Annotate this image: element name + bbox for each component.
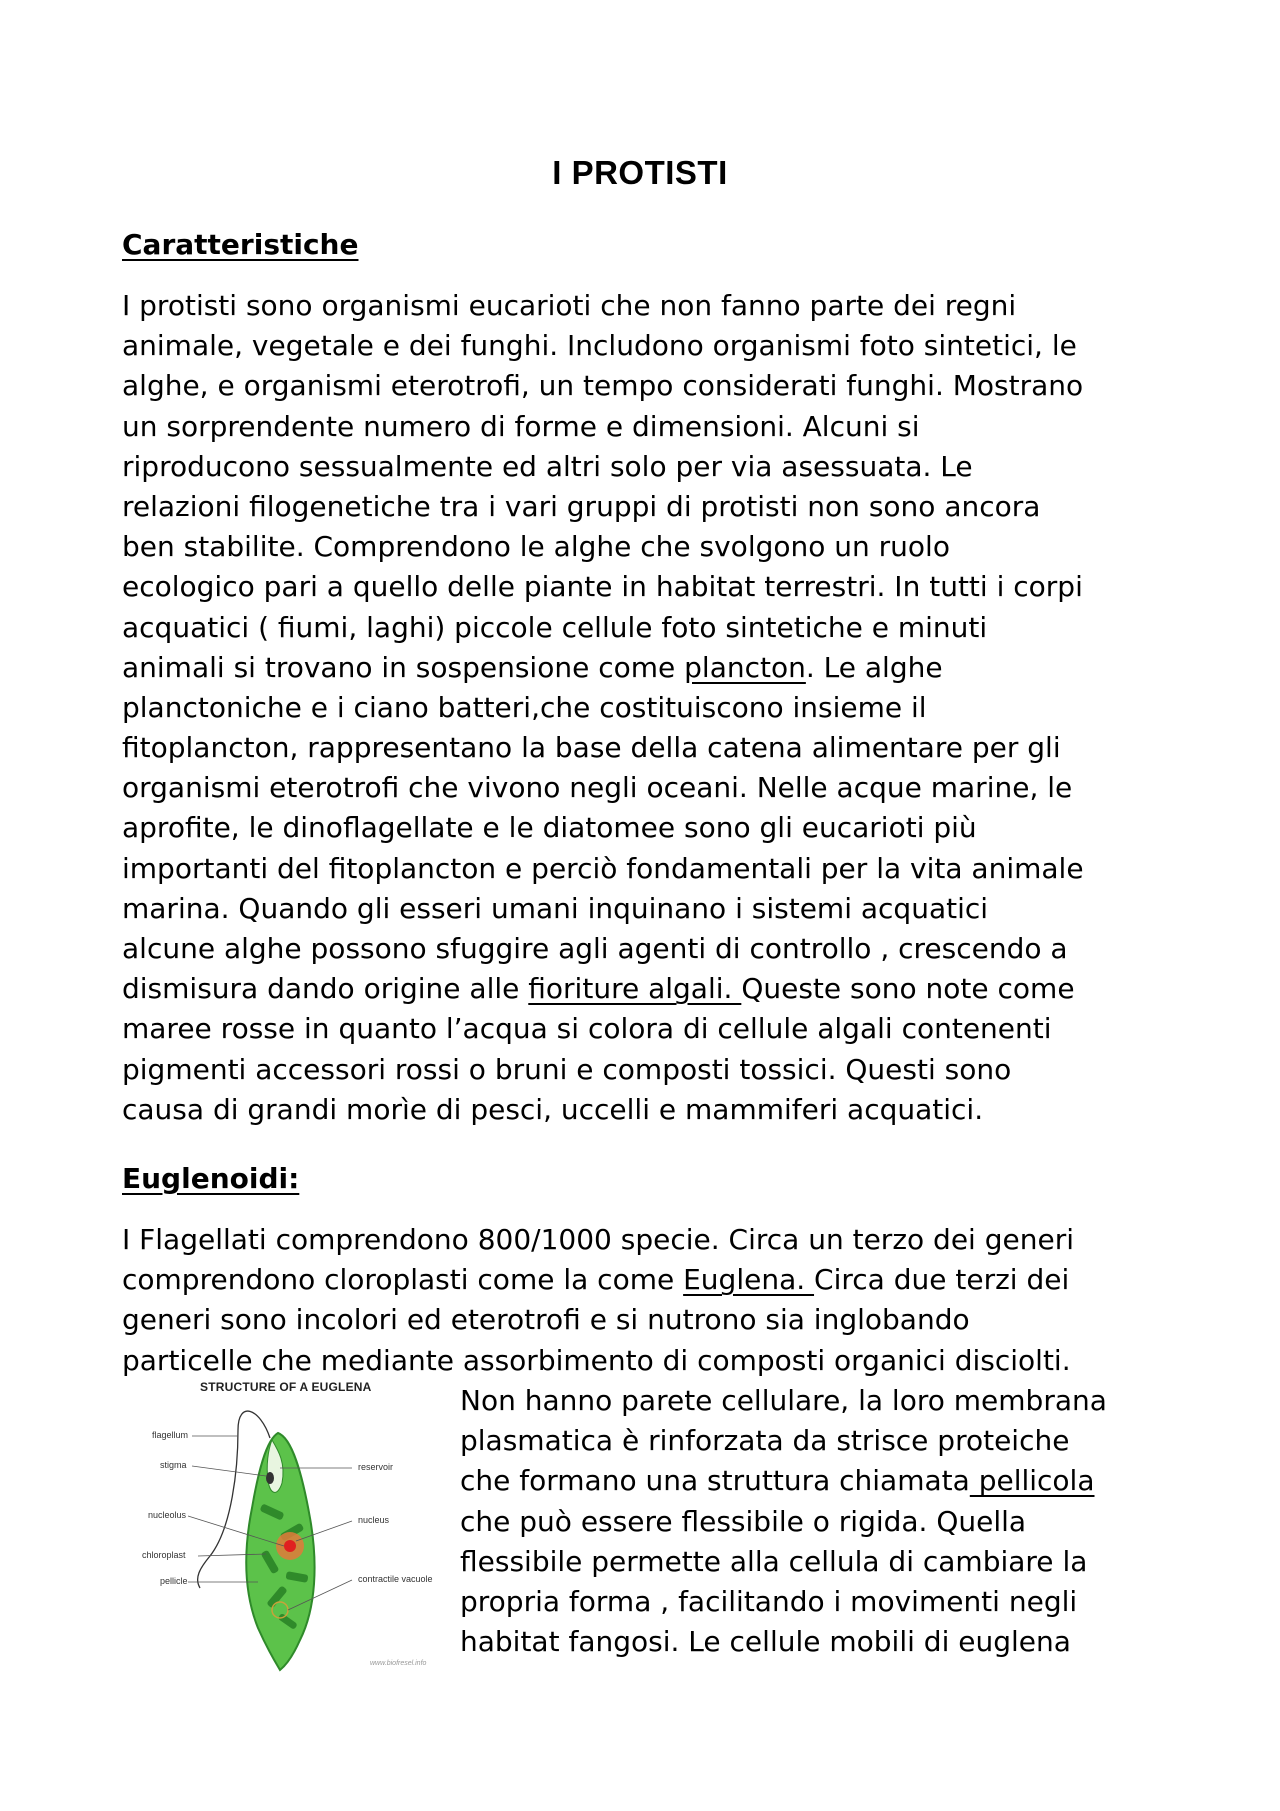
text-line: animale, vegetale e dei funghi. Includono organismi foto sintetici, le [122,329,1077,363]
term-fioriture-algali: fioriture algali. [528,972,742,1006]
text-line: habitat fangosi. Le cellule mobili di euglena [460,1625,1071,1659]
text-line: I protisti sono organismi eucarioti che non fanno parte dei regni [122,289,1017,322]
text-fragment: che formano una struttura chiamata [460,1464,970,1498]
text-line: acquatici ( fiumi, laghi) piccole cellule foto sintetiche e minuti [122,610,988,644]
text-fragment: . Le alghe [805,650,943,684]
text-line: un sorprendente numero di forme e dimensioni. Alcuni si [122,409,920,443]
text-line: aprofite, le dinoflagellate e le diatomee sono gli eucarioti più [122,811,977,845]
text-line: che può essere flessibile o rigida. Quella [460,1504,1027,1538]
label-contractile-vacuole: contractile vacuole [358,1574,433,1584]
text-line [122,648,1192,688]
text-line: planctoniche e i ciano batteri,che costituiscono insieme il [122,690,927,724]
label-stigma: stigma [160,1460,187,1470]
section-heading-caratteristiche: Caratteristiche [122,228,359,261]
text-line: fitoplancton, rappresentano la base della catena alimentare per gli [122,731,1061,765]
term-plancton: plancton [684,650,806,684]
text-line: particelle che mediante assorbimento di composti organici disciolti. [122,1343,1071,1377]
text-line: alcune alghe possono sfuggire agli agenti di controllo , crescendo a [122,932,1068,965]
term-euglena: Euglena. [683,1263,815,1297]
section-body-caratteristiche [122,286,1192,1130]
text-fragment: Circa due terzi dei [814,1263,1070,1297]
text-fragment: comprendono cloroplasti come la come [122,1263,684,1297]
figure-watermark: www.biofresel.info [370,1660,427,1667]
euglena-illustration [120,1378,440,1674]
text-fragment: dismisura dando origine alle [122,972,529,1006]
label-flagellum: flagellum [152,1430,189,1440]
label-nucleus: nucleus [358,1515,390,1525]
text-line [122,1260,1192,1300]
text-line: I Flagellati comprendono 800/1000 specie. Circa un terzo dei generi [122,1223,1074,1256]
euglena-diagram [120,1378,440,1674]
text-line: Non hanno parete cellulare, la loro membrana [460,1384,1107,1417]
text-line: plasmatica è rinforzata da strisce proteiche [460,1424,1070,1458]
label-reservoir: reservoir [358,1462,394,1472]
text-line: pigmenti accessori rossi o bruni e composti tossici. Questi sono [122,1052,1012,1086]
text-line: riproducono sessualmente ed altri solo per via asessuata. Le [122,449,973,483]
text-fragment: animali si trovano in sospensione come [122,650,685,684]
text-line [460,1461,1180,1501]
page-title: I PROTISTI [552,154,728,191]
text-line: marina. Quando gli esseri umani inquinano i sistemi acquatici [122,891,989,925]
label-chloroplast: chloroplast [142,1550,186,1560]
text-line: importanti del fitoplancton e perciò fondamentali per la vita animale [122,851,1084,885]
section-body-euglenoidi [122,1220,1192,1381]
text-line: ecologico pari a quello delle piante in habitat terrestri. In tutti i corpi [122,570,1083,604]
figure-wrapped-text [460,1381,1180,1662]
label-nucleolus: nucleolus [148,1510,187,1520]
figure-title: STRUCTURE OF A EUGLENA [200,1380,372,1394]
term-pellicola: pellicola [969,1464,1095,1498]
label-pellicle: pellicle [160,1576,188,1586]
text-line: generi sono incolori ed eterotrofi e si nutrono sia inglobando [122,1303,970,1337]
section-heading-euglenoidi: Euglenoidi: [122,1162,300,1195]
text-line: alghe, e organismi eterotrofi, un tempo considerati funghi. Mostrano [122,369,1084,403]
text-line: ben stabilite. Comprendono le alghe che svolgono un ruolo [122,530,950,564]
text-line: propria forma , facilitando i movimenti negli [460,1584,1078,1618]
text-line: causa di grandi morìe di pesci, uccelli e mammiferi acquatici. [122,1092,984,1126]
text-line: organismi eterotrofi che vivono negli oceani. Nelle acque marine, le [122,771,1073,805]
text-line: flessibile permette alla cellula di cambiare la [460,1544,1088,1578]
text-line: relazioni filogenetiche tra i vari gruppi di protisti non sono ancora [122,489,1041,523]
text-line [122,969,1192,1009]
text-line: maree rosse in quanto l’acqua si colora di cellule algali contenenti [122,1012,1052,1046]
text-fragment: Queste sono note come [741,972,1075,1006]
